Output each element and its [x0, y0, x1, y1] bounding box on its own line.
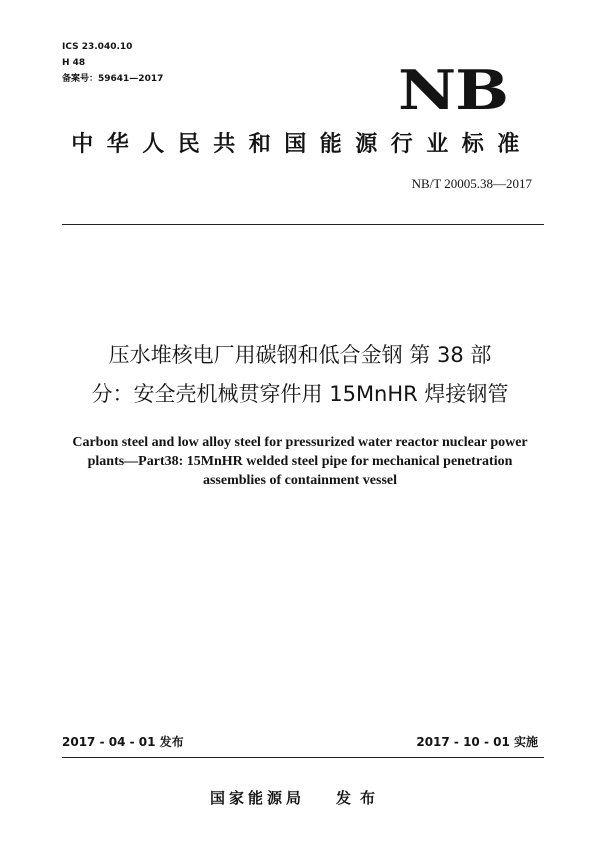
- standard-number: NB/T 20005.38—2017: [411, 176, 532, 191]
- classification-code: H 48: [62, 58, 86, 68]
- record-number: 备案号：59641—2017: [62, 74, 164, 84]
- ics-code: ICS 23.040.10: [62, 42, 133, 52]
- document-title-cn-line-2: 分：安全壳机械贯穿件用 15MnHR 焊接钢管: [91, 382, 509, 406]
- header-divider: [62, 224, 544, 225]
- publisher-name: 国家能源局: [210, 789, 306, 807]
- implementation-date: 2017 - 10 - 01 实施: [416, 735, 538, 749]
- document-title-cn-line-1: 压水堆核电厂用碳钢和低合金钢 第 38 部: [108, 343, 492, 367]
- nb-logo: NB: [398, 58, 508, 122]
- standard-category-title: 中华人民共和国能源行业标准: [71, 132, 533, 157]
- publish-label: 发布: [336, 789, 385, 807]
- document-title-en-line-2: plants—Part38: 15MnHR welded steel pipe for mechanical penetration: [87, 454, 513, 469]
- document-title-en-line-1: Carbon steel and low alloy steel for pressurized water reactor nuclear power: [72, 435, 528, 450]
- issue-date: 2017 - 04 - 01 发布: [62, 735, 184, 749]
- footer-divider: [62, 757, 544, 758]
- document-title-en-line-3: assemblies of containment vessel: [202, 473, 398, 488]
